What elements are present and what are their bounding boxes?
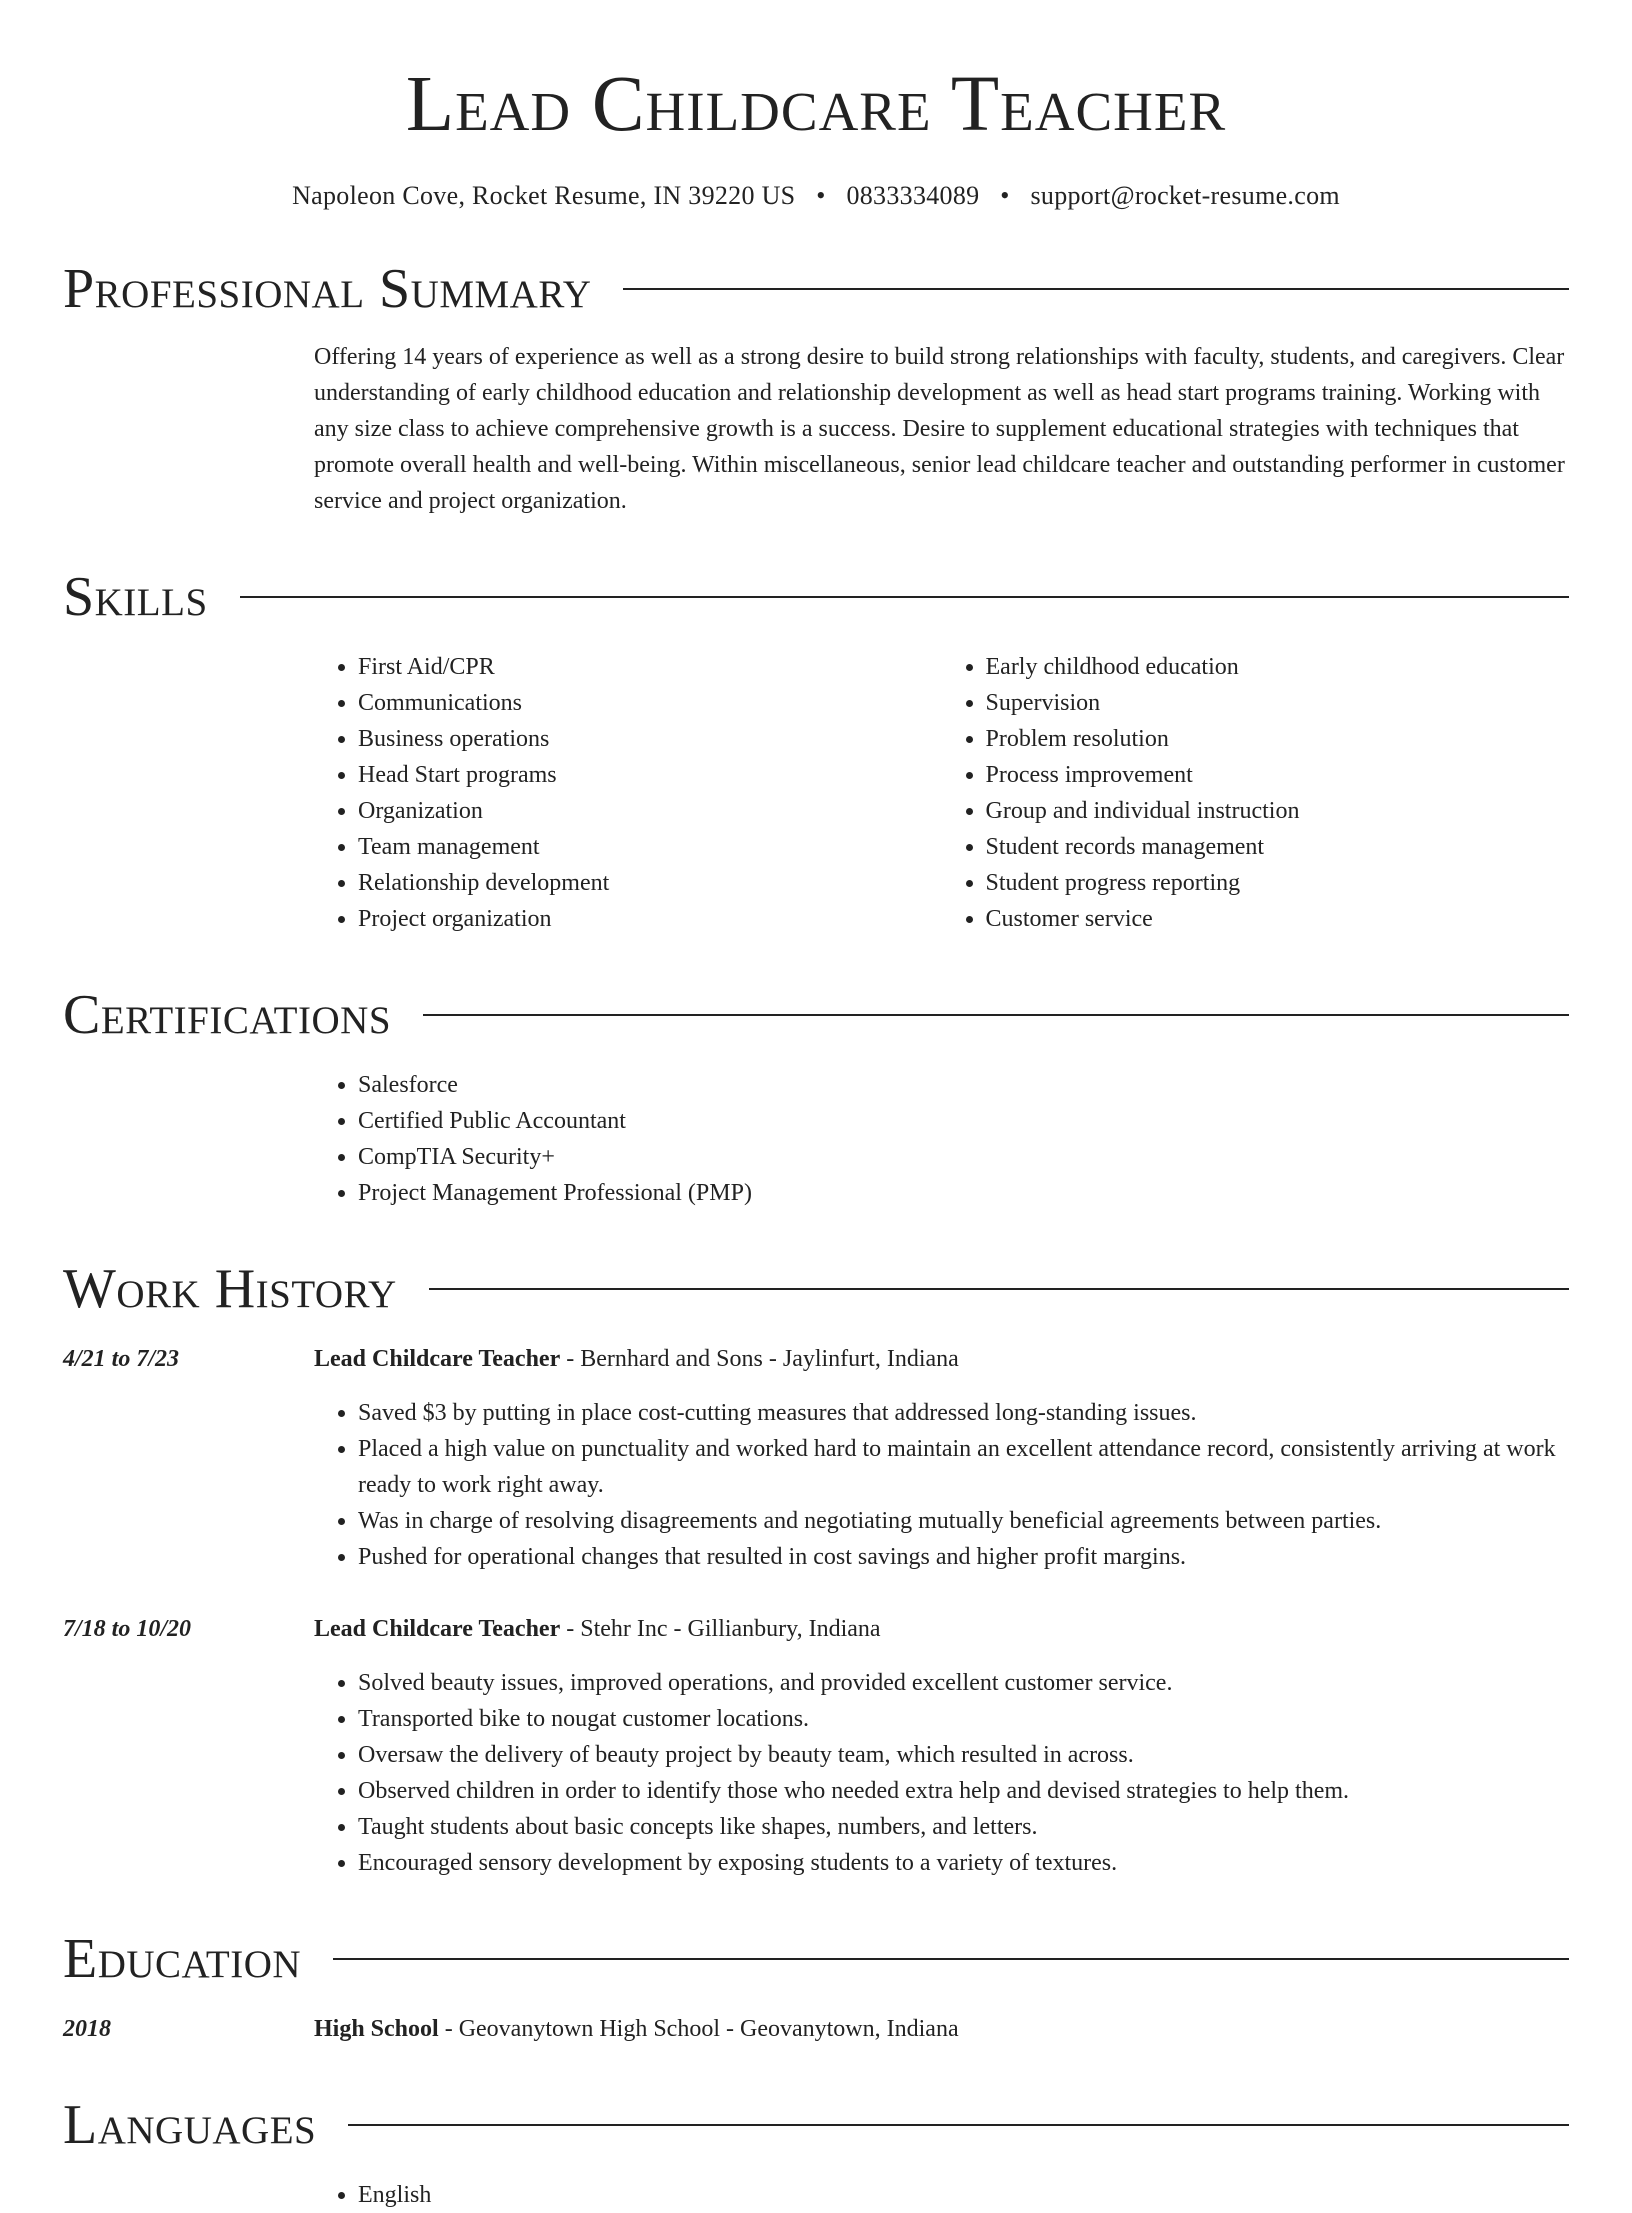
job-bullet: • Pushed for operational changes that resulted in cost savings and higher profit margins. — [358, 1539, 1569, 1575]
contact-separator: • — [816, 181, 826, 210]
summary-text: Offering 14 years of experience as well as a strong desire to build strong relationships with faculty, students, and caregivers. Clear understanding of early childhood education and relationship development as well as head start programs training. Working with any size class to achieve comprehensive growth is a success. Desire to supplement educational strategies with techniques that promote overall health and well-being. Within miscellaneous, senior lead childcare teacher and outstanding performer in customer service and project organization. — [314, 344, 1565, 514]
job-body — [314, 1611, 1569, 1881]
section-divider — [348, 2124, 1569, 2126]
skills-column-left — [314, 649, 942, 937]
education-section-header — [63, 1928, 1569, 1990]
section-divider — [623, 288, 1569, 290]
certification-item: • Salesforce — [358, 1067, 1569, 1103]
skill-item: • First Aid/CPR — [358, 649, 942, 685]
work-heading: Work History — [63, 1258, 397, 1320]
job-bullet: • Solved beauty issues, improved operations, and provided excellent customer service. — [358, 1665, 1569, 1701]
skill-item: • Customer service — [986, 901, 1570, 937]
skill-item: • Process improvement — [986, 757, 1570, 793]
resume-name: Lead Childcare Teacher — [405, 61, 1227, 148]
contact-email: support@rocket-resume.com — [1030, 181, 1340, 210]
languages-list — [314, 2177, 1569, 2213]
job-entry — [63, 1611, 1569, 1881]
education-heading: Education — [63, 1928, 302, 1990]
job-dates: 7/18 to 10/20 — [63, 1616, 192, 1642]
job-bullet: • Observed children in order to identify those who needed extra help and devised strategies to help them. — [358, 1773, 1569, 1809]
language-item: • English — [358, 2177, 1569, 2213]
skills-list — [314, 649, 1569, 937]
skills-heading: Skills — [63, 566, 208, 628]
skill-item: • Supervision — [986, 685, 1570, 721]
job-bullet: • Transported bike to nougat customer locations. — [358, 1701, 1569, 1737]
job-bullet: • Oversaw the delivery of beauty project by beauty team, which resulted in across. — [358, 1737, 1569, 1773]
skill-item: • Communications — [358, 685, 942, 721]
skill-item: • Student progress reporting — [986, 865, 1570, 901]
job-employer: - Stehr Inc - Gillianbury, Indiana — [560, 1616, 881, 1642]
education-school: - Geovanytown High School - Geovanytown, Indiana — [438, 2016, 959, 2042]
skill-item: • Relationship development — [358, 865, 942, 901]
languages-section-header — [63, 2094, 1569, 2156]
job-body — [314, 1341, 1569, 1575]
skill-item: • Team management — [358, 829, 942, 865]
certifications-list — [314, 1067, 1569, 1211]
job-bullet: • Encouraged sensory development by exposing students to a variety of textures. — [358, 1845, 1569, 1881]
skill-item: • Organization — [358, 793, 942, 829]
certifications-heading: Certifications — [63, 984, 392, 1046]
job-bullet: • Was in charge of resolving disagreements and negotiating mutually beneficial agreements between parties. — [358, 1503, 1569, 1539]
summary-section-header — [63, 258, 1569, 320]
contact-separator: • — [1000, 181, 1010, 210]
contact-line — [63, 181, 1569, 211]
certification-item: • CompTIA Security+ — [358, 1139, 1569, 1175]
education-year: 2018 — [63, 2016, 111, 2042]
contact-address: Napoleon Cove, Rocket Resume, IN 39220 US — [292, 181, 796, 210]
education-line — [314, 2011, 959, 2047]
job-bullets — [314, 1395, 1569, 1575]
skills-column-right — [942, 649, 1570, 937]
certification-item: • Project Management Professional (PMP) — [358, 1175, 1569, 1211]
job-title: Lead Childcare Teacher — [314, 1616, 561, 1642]
job-title: Lead Childcare Teacher — [314, 1346, 561, 1372]
certifications-section-header — [63, 984, 1569, 1046]
job-title-line — [314, 1341, 1569, 1377]
work-section-header — [63, 1258, 1569, 1320]
job-bullets — [314, 1665, 1569, 1881]
section-divider — [429, 1288, 1569, 1290]
job-entry — [63, 1341, 1569, 1575]
job-bullet: • Saved $3 by putting in place cost-cutting measures that addressed long-standing issues. — [358, 1395, 1569, 1431]
education-entry — [63, 2011, 1569, 2047]
job-title-line — [314, 1611, 1569, 1647]
skill-item: • Problem resolution — [986, 721, 1570, 757]
job-dates: 4/21 to 7/23 — [63, 1346, 180, 1372]
skill-item: • Project organization — [358, 901, 942, 937]
education-degree: High School — [314, 2016, 439, 2042]
skill-item: • Student records management — [986, 829, 1570, 865]
skill-item: • Group and individual instruction — [986, 793, 1570, 829]
skill-item: • Early childhood education — [986, 649, 1570, 685]
skill-item: • Business operations — [358, 721, 942, 757]
certification-item: • Certified Public Accountant — [358, 1103, 1569, 1139]
languages-heading: Languages — [63, 2094, 317, 2156]
job-bullet: • Placed a high value on punctuality and worked hard to maintain an excellent attendance record, consistently arriving at work ready to work right away. — [358, 1431, 1569, 1503]
job-bullet: • Taught students about basic concepts like shapes, numbers, and letters. — [358, 1809, 1569, 1845]
job-employer: - Bernhard and Sons - Jaylinfurt, Indiana — [560, 1346, 959, 1372]
section-divider — [423, 1014, 1569, 1016]
skills-section-header — [63, 566, 1569, 628]
section-divider — [240, 596, 1569, 598]
section-divider — [333, 1958, 1569, 1960]
skill-item: • Head Start programs — [358, 757, 942, 793]
contact-phone: 0833334089 — [846, 181, 980, 210]
summary-heading: Professional Summary — [63, 258, 592, 320]
